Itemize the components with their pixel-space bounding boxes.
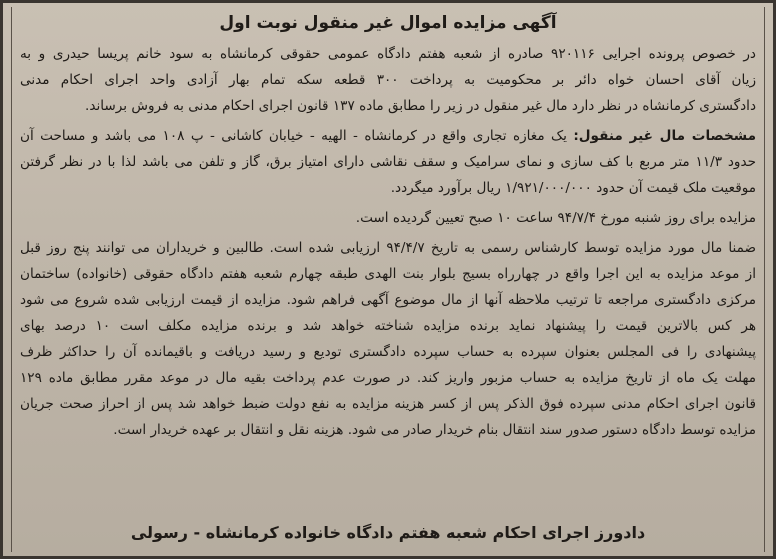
- notice-line-14: قانون اجرای احکام مدنی سپرده فوق الذکر پس از کسر هزینه مزایده به نفع دولت ضبط خواهد شد پس از احراز صحت جریان: [20, 396, 756, 412]
- notice-line-11: هر کس بالاترین قیمت را پیشنهاد نماید برنده مزایده شناخته خواهد شد و برنده مزایده مکلف است ۱۰ درصد بهای: [20, 318, 756, 334]
- notice-line-9: از موعد مزایده به این اجرا واقع در چهارراه بسیج بلوار بنت الهدی طبقه چهارم شعبه هفتم دادگاه حقوقی (خانواده) ساختمان: [20, 266, 756, 282]
- notice-line-6: موقعیت ملک قیمت آن حدود ۱/۹۲۱/۰۰۰/۰۰۰ ریال برآورد میگردد.: [390, 180, 756, 196]
- notice-line-2: زیان آقای احسان خواه دائر بر محکومیت به پرداخت ۳۰۰ قطعه سکه تمام بهار آزادی واحد اجرای احکام مدنی: [20, 72, 756, 88]
- notice-line-3: دادگستری کرمانشاه در نظر دارد مال غیر منقول در زیر را مطابق ماده ۱۳۷ قانون اجرای احکام مدنی به فروش برساند.: [85, 98, 756, 114]
- auction-date-line: مزایده برای روز شنبه مورخ ۹۴/۷/۴ ساعت ۱۰ صبح تعیین گردیده است.: [355, 210, 756, 226]
- notice-line-5: حدود ۱۱/۳ متر مربع با کف سازی و نمای سرامیک و سقف نقاشی دارای امتیاز برق، گاز و تلفن می باشد لذا با در نظر گرفتن: [20, 154, 756, 170]
- property-specs-text: یک مغازه تجاری واقع در کرمانشاه - الهیه - خیابان کاشانی - پ ۱۰۸ می باشد و مساحت آن: [20, 128, 567, 144]
- notice-line-1: در خصوص پرونده اجرایی ۹۲۰۱۱۶ صادره از شعبه هفتم دادگاه عمومی حقوقی کرمانشاه به سود خانم پریسا حیدری و به: [20, 46, 756, 62]
- property-specs-line: [20, 125, 756, 147]
- notice-line-8: ضمنا مال مورد مزایده توسط کارشناس رسمی به تاریخ ۹۴/۴/۷ ارزیابی شده است. طالبین و خریداران می توانند پنج روز قبل: [20, 240, 756, 256]
- notice-frame: [11, 7, 765, 552]
- notice-title: آگهی مزایده اموال غیر منقول نوبت اول: [219, 13, 557, 33]
- notice-line-15: مزایده توسط دادگاه دستور صدور سند انتقال بنام خریدار صادر می شود. هزینه نقل و انتقال بر عهده خریدار است.: [113, 422, 756, 438]
- notice-line-12: پیشنهادی را فی المجلس بعنوان سپرده به حساب سپرده دادگستری تودیع و رسید دریافت و باقیمانده آن را حداکثر ظرف: [20, 344, 756, 360]
- notice-line-10: مرکزی دادگستری مراجعه تا ترتیب ملاحظه آنها از مال موضوع آگهی فراهم شود. مزایده از قیمت ارزیابی شده شروع می شود: [20, 292, 756, 308]
- property-specs-label: مشخصات مال غیر منقول:: [573, 128, 756, 144]
- notice-line-13: مهلت یک ماه از تاریخ مزایده به حساب مزبور واریز کند. در صورت عدم پرداخت بقیه مال در موعد مقرر مطابق ماده ۱۲۹: [20, 370, 756, 386]
- notice-signature: دادورز اجرای احکام شعبه هفتم دادگاه خانواده کرمانشاه - رسولی: [130, 523, 646, 542]
